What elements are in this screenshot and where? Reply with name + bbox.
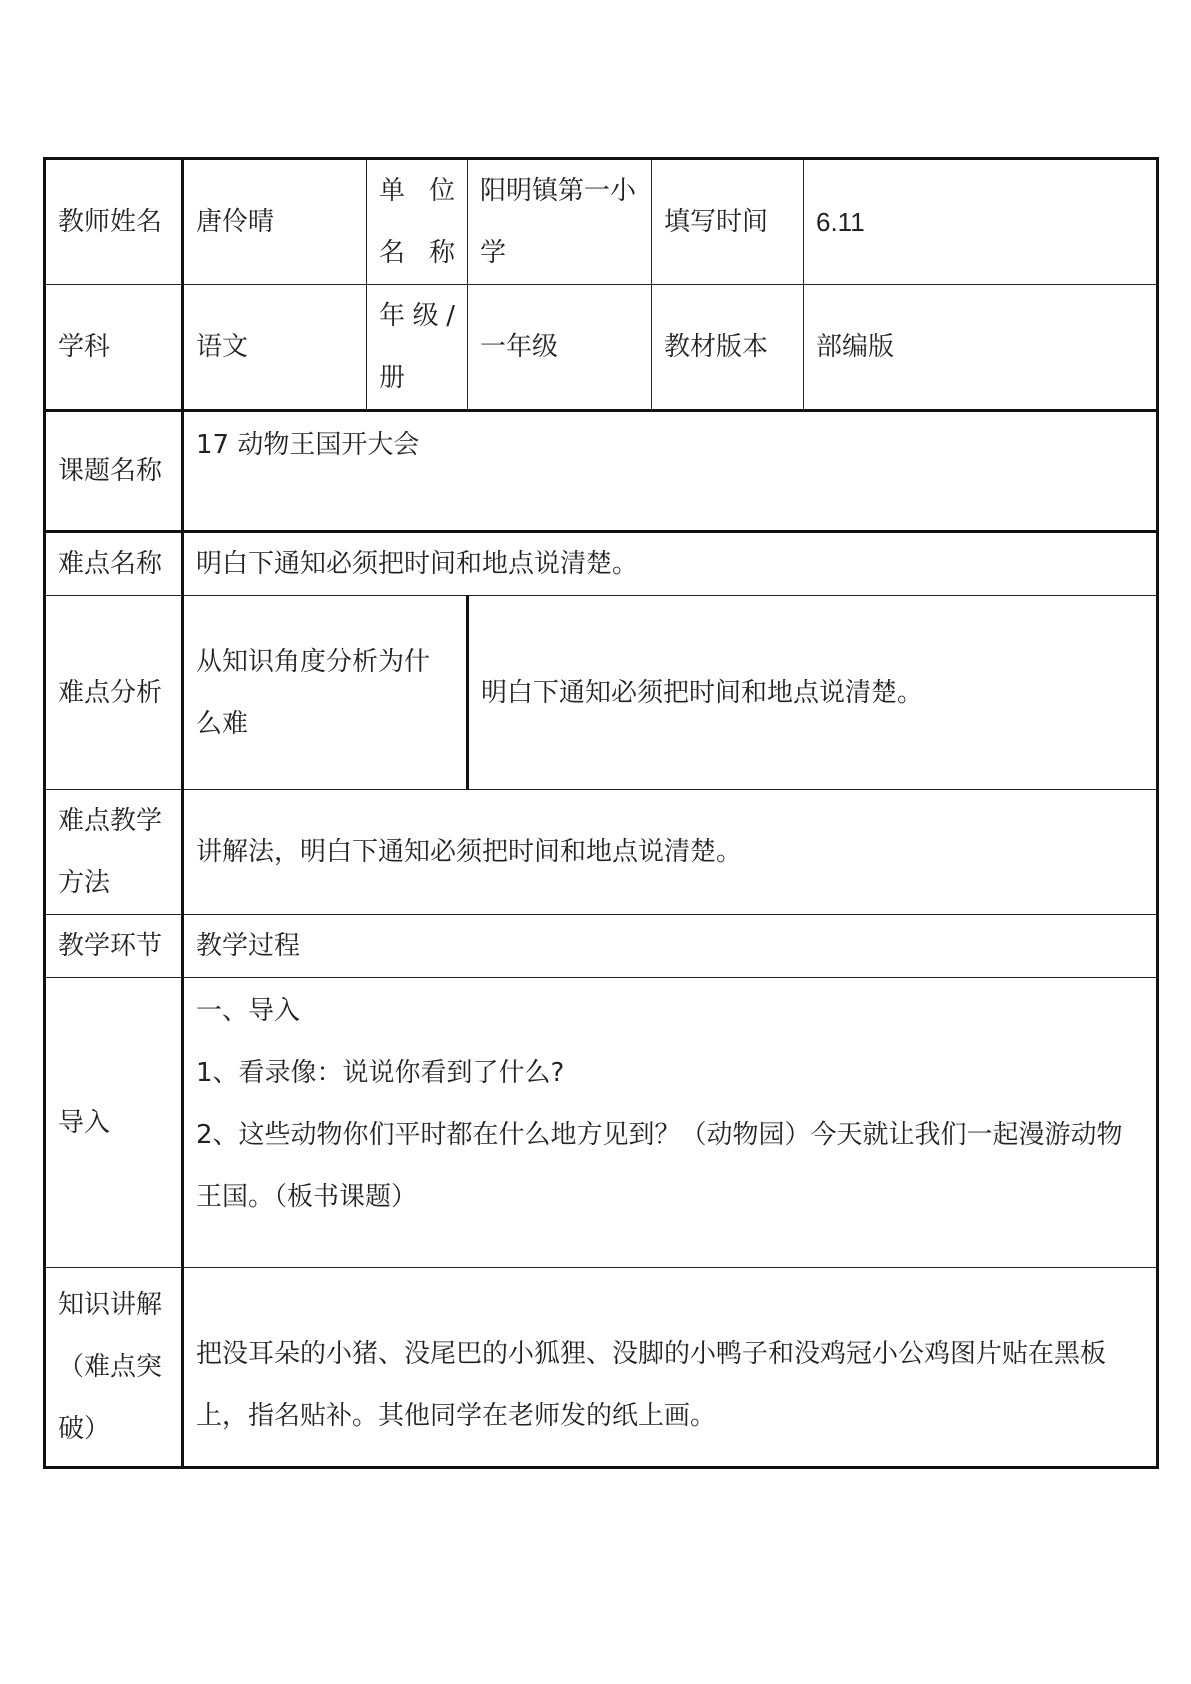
intro-label: 导入 [45,978,183,1268]
difficulty-value: 明白下通知必须把时间和地点说清楚。 [183,532,1158,596]
unit-name: 阳明镇第一小学 [468,159,652,285]
analysis-sub-label: 从知识角度分析为什么难 [183,596,468,790]
method-label: 难点教学方法 [45,790,183,915]
edition-value: 部编版 [804,285,1158,411]
teacher-name: 唐伶晴 [183,159,367,285]
lesson-plan-document [43,157,1156,1469]
analysis-value: 明白下通知必须把时间和地点说清楚。 [468,596,1158,790]
table-row [45,411,1158,532]
intro-line: 1、看录像：说说你看到了什么? [196,1058,565,1088]
process-value: 教学过程 [183,915,1158,978]
edition-label: 教材版本 [652,285,804,411]
topic-label: 课题名称 [45,411,183,532]
table-row [45,159,1158,285]
process-label: 教学环节 [45,915,183,978]
table-row [45,915,1158,978]
grade-value: 一年级 [468,285,652,411]
intro-line: 2、这些动物你们平时都在什么地方见到？（动物园）今天就让我们一起漫游动物王国。（板书课题） [196,1120,1123,1212]
table-row [45,532,1158,596]
difficulty-label: 难点名称 [45,532,183,596]
table-row [45,978,1158,1268]
intro-content [183,978,1158,1268]
lesson-plan-table [43,157,1159,1469]
intro-line: 一、导入 [196,996,301,1026]
topic-value: 17 动物王国开大会 [183,411,1158,532]
method-value: 讲解法，明白下通知必须把时间和地点说清楚。 [183,790,1158,915]
grade-label: 年级/册 [367,285,468,411]
analysis-label: 难点分析 [45,596,183,790]
date-value: 6.11 [804,159,1158,285]
teacher-label: 教师姓名 [45,159,183,285]
table-row [45,596,1158,790]
date-label: 填写时间 [652,159,804,285]
subject-label: 学科 [45,285,183,411]
table-row [45,285,1158,411]
knowledge-value: 把没耳朵的小猪、没尾巴的小狐狸、没脚的小鸭子和没鸡冠小公鸡图片贴在黑板上，指名贴补。其他同学在老师发的纸上画。 [183,1268,1158,1468]
subject-value: 语文 [183,285,367,411]
unit-label: 单位名称 [367,159,468,285]
knowledge-label: 知识讲解（难点突破） [45,1268,183,1468]
table-row [45,1268,1158,1468]
table-row [45,790,1158,915]
